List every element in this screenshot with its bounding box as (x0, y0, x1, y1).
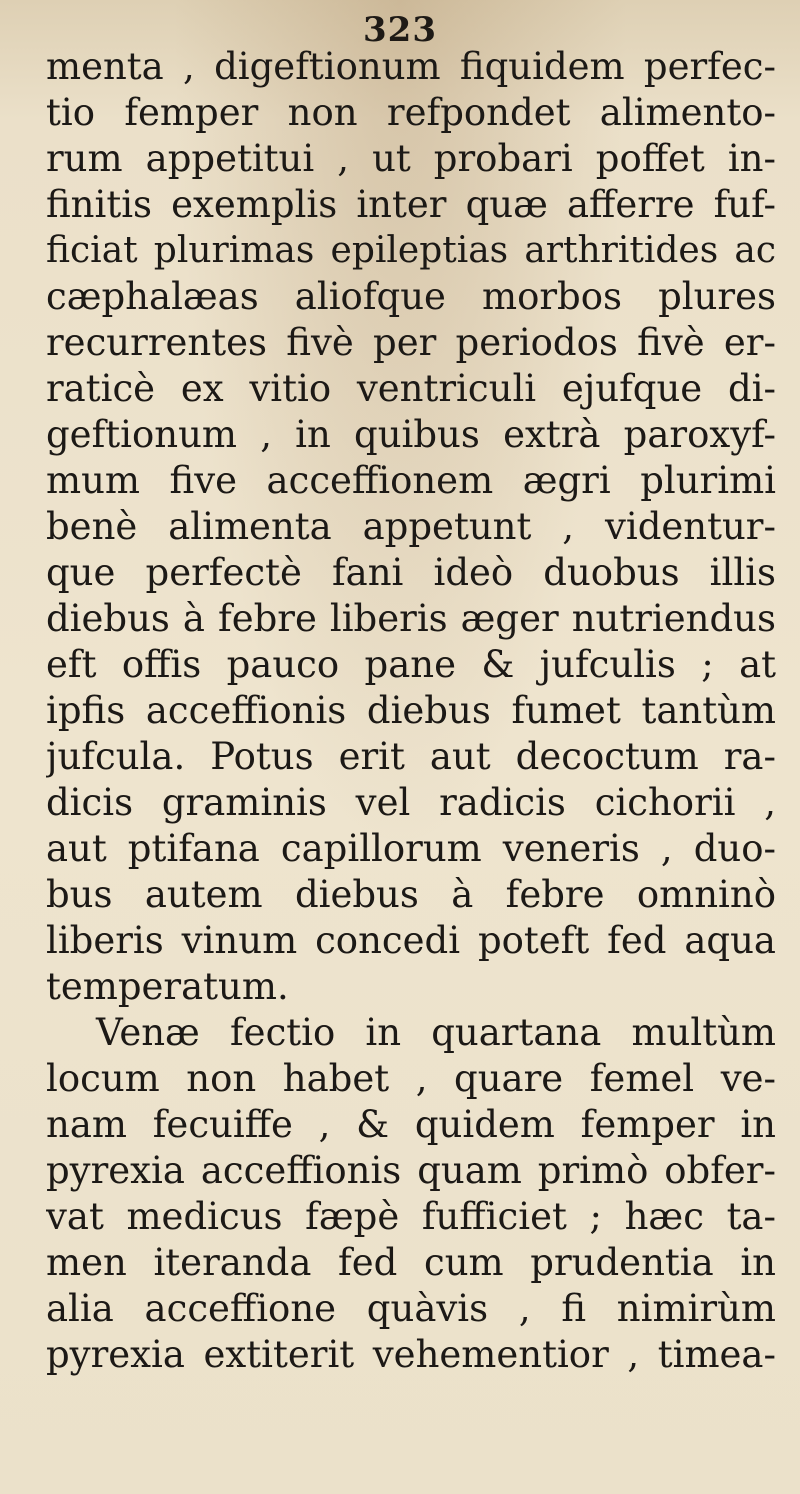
text-line: ipfis acceffionis diebus fumet tantùm (46, 689, 776, 732)
text-line: alia acceffione quàvis , fi nimirùm (46, 1287, 776, 1330)
body-text (46, 44, 776, 1378)
text-line: pyrexia extiterit vehementior , timea- (46, 1333, 776, 1376)
text-line: liberis vinum concedi poteft fed aqua (46, 919, 776, 962)
text-line: finitis exemplis inter quæ afferre fuf- (46, 183, 776, 226)
text-line: pyrexia acceffionis quam primò obfer- (46, 1149, 776, 1192)
paragraph-end-line: temperatum. (46, 965, 289, 1008)
paragraph-start-line: Venæ fectio in quartana multùm (96, 1011, 776, 1054)
text-line: ficiat plurimas epileptias arthritides ac (46, 230, 776, 271)
text-line: men iteranda fed cum prudentia in (46, 1241, 776, 1284)
text-line: nam fecuiffe , & quidem femper in (46, 1103, 776, 1146)
text-line: mum five acceffionem ægri plurimi (46, 459, 776, 502)
text-line: cæphalæas aliofque morbos plures (46, 275, 776, 318)
text-line: jufcula. Potus erit aut decoctum ra- (46, 735, 776, 778)
text-line: que perfectè fani ideò duobus illis (46, 551, 776, 594)
text-line: tio femper non refpondet alimento- (46, 91, 776, 134)
text-line: raticè ex vitio ventriculi ejufque di- (46, 367, 776, 410)
text-line: aut ptifana capillorum veneris , duo- (46, 827, 776, 870)
text-line: rum appetitui , ut probari poffet in- (46, 137, 776, 180)
text-line: recurrentes fivè per periodos fivè er- (46, 321, 776, 364)
page-number: 323 (363, 10, 437, 50)
text-line: benè alimenta appetunt , videntur- (46, 505, 776, 548)
text-line: vat medicus fæpè fufficiet ; hæc ta- (46, 1195, 776, 1238)
text-line: geftionum , in quibus extrà paroxyf- (46, 413, 776, 456)
text-line: menta , digeftionum fiquidem perfec- (46, 45, 776, 88)
text-line: eft offis pauco pane & jufculis ; at (46, 643, 776, 686)
text-line: bus autem diebus à febre omninò (46, 873, 776, 916)
text-line: dicis graminis vel radicis cichorii , (46, 781, 776, 824)
text-line: diebus à febre liberis æger nutriendus (46, 597, 776, 640)
text-line: locum non habet , quare femel ve- (46, 1057, 776, 1100)
